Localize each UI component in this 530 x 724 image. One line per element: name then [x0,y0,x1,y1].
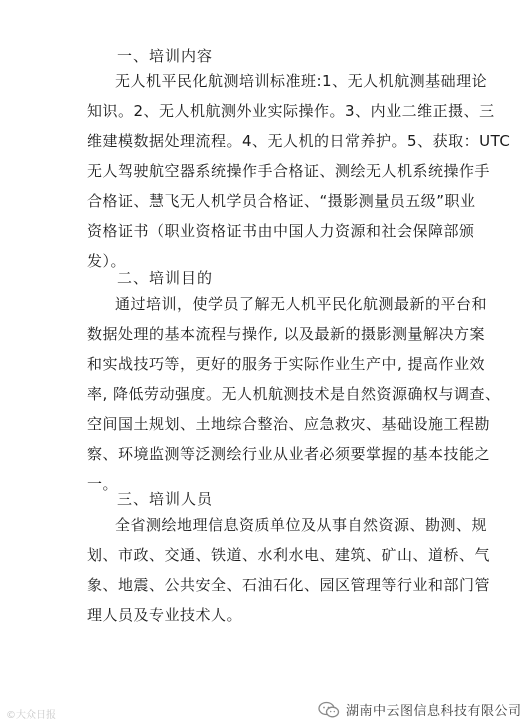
text-line: 合格证、慧飞无人机学员合格证、“摄影测量员五级”职业 [87,192,476,210]
text-line: 和实战技巧等，更好的服务于实际作业生产中, 提高作业效 [87,355,486,373]
paragraph-audience [87,510,491,630]
section-heading-purpose: 二、培训目的 [117,269,214,287]
text-line: 维建模数据处理流程。4、无人机的日常养护。5、获取：UTC [87,132,511,150]
text-line: 全省测绘地理信息资质单位及从事自然资源、勘测、规 [115,516,488,534]
text-line: 通过培训，使学员了解无人机平民化航测最新的平台和 [115,295,488,313]
paragraph-content [87,66,511,276]
text-line: 一。 [87,475,119,493]
text-line: 数据处理的基本流程与操作, 以及最新的摄影测量解决方案 [87,325,486,343]
text-line: 察、环境监测等泛测绘行业从业者必须要掌握的基本技能之 [87,445,491,463]
watermark-left: ©大众日报 [6,710,56,721]
text-line: 划、市政、交通、铁道、水利水电、建筑、矿山、道桥、气 [87,546,491,564]
text-line: 知识。2、无人机航测外业实际操作。3、内业二维正摄、三 [87,102,495,120]
text-line: 象、地震、公共安全、石油石化、园区管理等行业和部门管 [87,576,491,594]
text-line: 资格证书（职业资格证书由中国人力资源和社会保障部颁 [87,222,475,240]
text-line: 无人机平民化航测培训标准班:1、无人机航测基础理论 [115,72,488,90]
text-line: 发）。 [87,252,127,270]
section-heading-audience: 三、培训人员 [117,490,214,508]
wechat-icon [318,701,340,719]
paragraph-purpose [87,289,501,499]
text-line: 无人驾驶航空器系统操作手合格证、测绘无人机系统操作手 [87,162,491,180]
watermark-right-label: 湖南中云图信息科技有限公司 [346,704,522,719]
text-line: 空间国土规划、土地综合整治、应急救灾、基础设施工程勘 [87,415,491,433]
text-line: 率, 降低劳动强度。无人机航测技术是自然资源确权与调查、 [87,385,501,403]
text-line: 理人员及专业技术人。 [87,606,243,624]
section-heading-content: 一、培训内容 [117,47,214,65]
watermark-right [318,700,522,719]
